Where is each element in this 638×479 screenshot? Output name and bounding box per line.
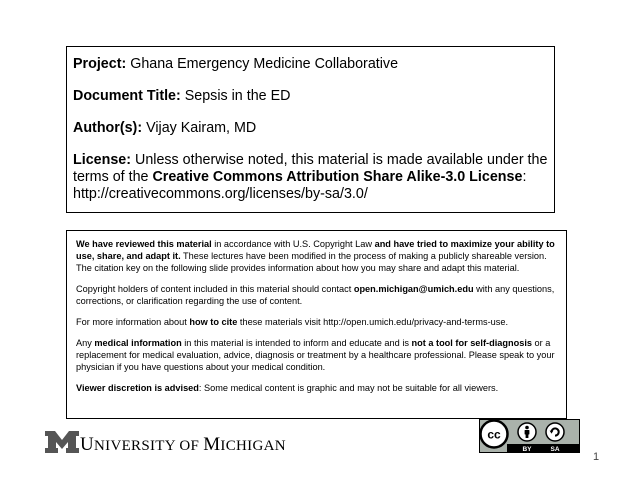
cc-icon [481, 421, 508, 448]
title-value: Sepsis in the ED [180, 88, 291, 104]
document-info-box [66, 46, 555, 213]
svg-text:cc: cc [487, 427, 501, 442]
cc-sa-label: SA [550, 446, 560, 453]
cite-text-2: these materials visit http://open.umich.edu/privacy-and-terms-use. [237, 317, 508, 327]
review-bold-1: We have reviewed this material [76, 239, 212, 249]
license-label: License: [73, 152, 132, 168]
review-text-2: These lectures have been modified in the process of making a publicly shareable version. The citation key on the following slide provides information about how you may share and adapt this material. [76, 251, 547, 273]
contact-text-2: with any questions, corrections, or clarification regarding the use of content. [76, 284, 555, 306]
project-label: Project: [73, 56, 127, 72]
project-line [73, 56, 554, 73]
medical-text-1: Any [76, 338, 95, 348]
license-name: Creative Commons Attribution Share Alike-3.0 License [152, 169, 523, 185]
share-alike-icon [546, 423, 564, 441]
author-label: Author(s): [73, 120, 143, 136]
title-label: Document Title: [73, 88, 181, 104]
cite-paragraph [76, 316, 562, 328]
discretion-text: : Some medical content is graphic and may not be suitable for all viewers. [198, 383, 499, 393]
attribution-person-icon [518, 423, 536, 441]
license-colon: : [522, 169, 527, 185]
title-line [73, 88, 554, 105]
medical-paragraph [76, 337, 562, 373]
contact-text-1: Copyright holders of content included in this material should contact [76, 284, 354, 294]
license-url: http://creativecommons.org/licenses/by-sa/3.0/ [73, 186, 368, 202]
cite-text-1: For more information about [76, 317, 190, 327]
cite-bold: how to cite [189, 317, 238, 327]
license-text: Unless otherwise noted, this material is made available under the terms of the [73, 152, 548, 185]
project-value: Ghana Emergency Medicine Collaborative [126, 56, 399, 72]
review-paragraph [76, 238, 562, 274]
university-logo-text: UNIVERSITY OF MICHIGAN [80, 434, 286, 455]
university-of-michigan-logo [45, 428, 286, 456]
cc-by-label: BY [522, 446, 532, 453]
author-value: Vijay Kairam, MD [142, 120, 257, 136]
cc-by-sa-license-badge[interactable] [479, 419, 580, 453]
review-text-1: in accordance with U.S. Copyright Law [211, 239, 375, 249]
block-m-icon [45, 431, 79, 453]
contact-email: open.michigan@umich.edu [353, 284, 474, 294]
review-bold-2: and have tried to maximize your ability to use, share, and adapt it. [76, 239, 555, 261]
page-number: 1 [593, 451, 600, 463]
discretion-bold: Viewer discretion is advised [76, 383, 199, 393]
medical-bold-2: not a tool for self-diagnosis [411, 338, 532, 348]
contact-paragraph [76, 283, 562, 307]
discretion-paragraph [76, 382, 562, 394]
medical-text-3: or a replacement for medical evaluation, advice, diagnosis or treatment by a healthcare professional. Please speak to your physician if you have questions about your medical condition. [76, 338, 555, 372]
medical-bold-1: medical information [94, 338, 182, 348]
medical-text-2: in this material is intended to inform and educate and is [181, 338, 412, 348]
author-line [73, 120, 554, 137]
copyright-notice-box [66, 230, 567, 419]
license-paragraph [73, 152, 554, 203]
